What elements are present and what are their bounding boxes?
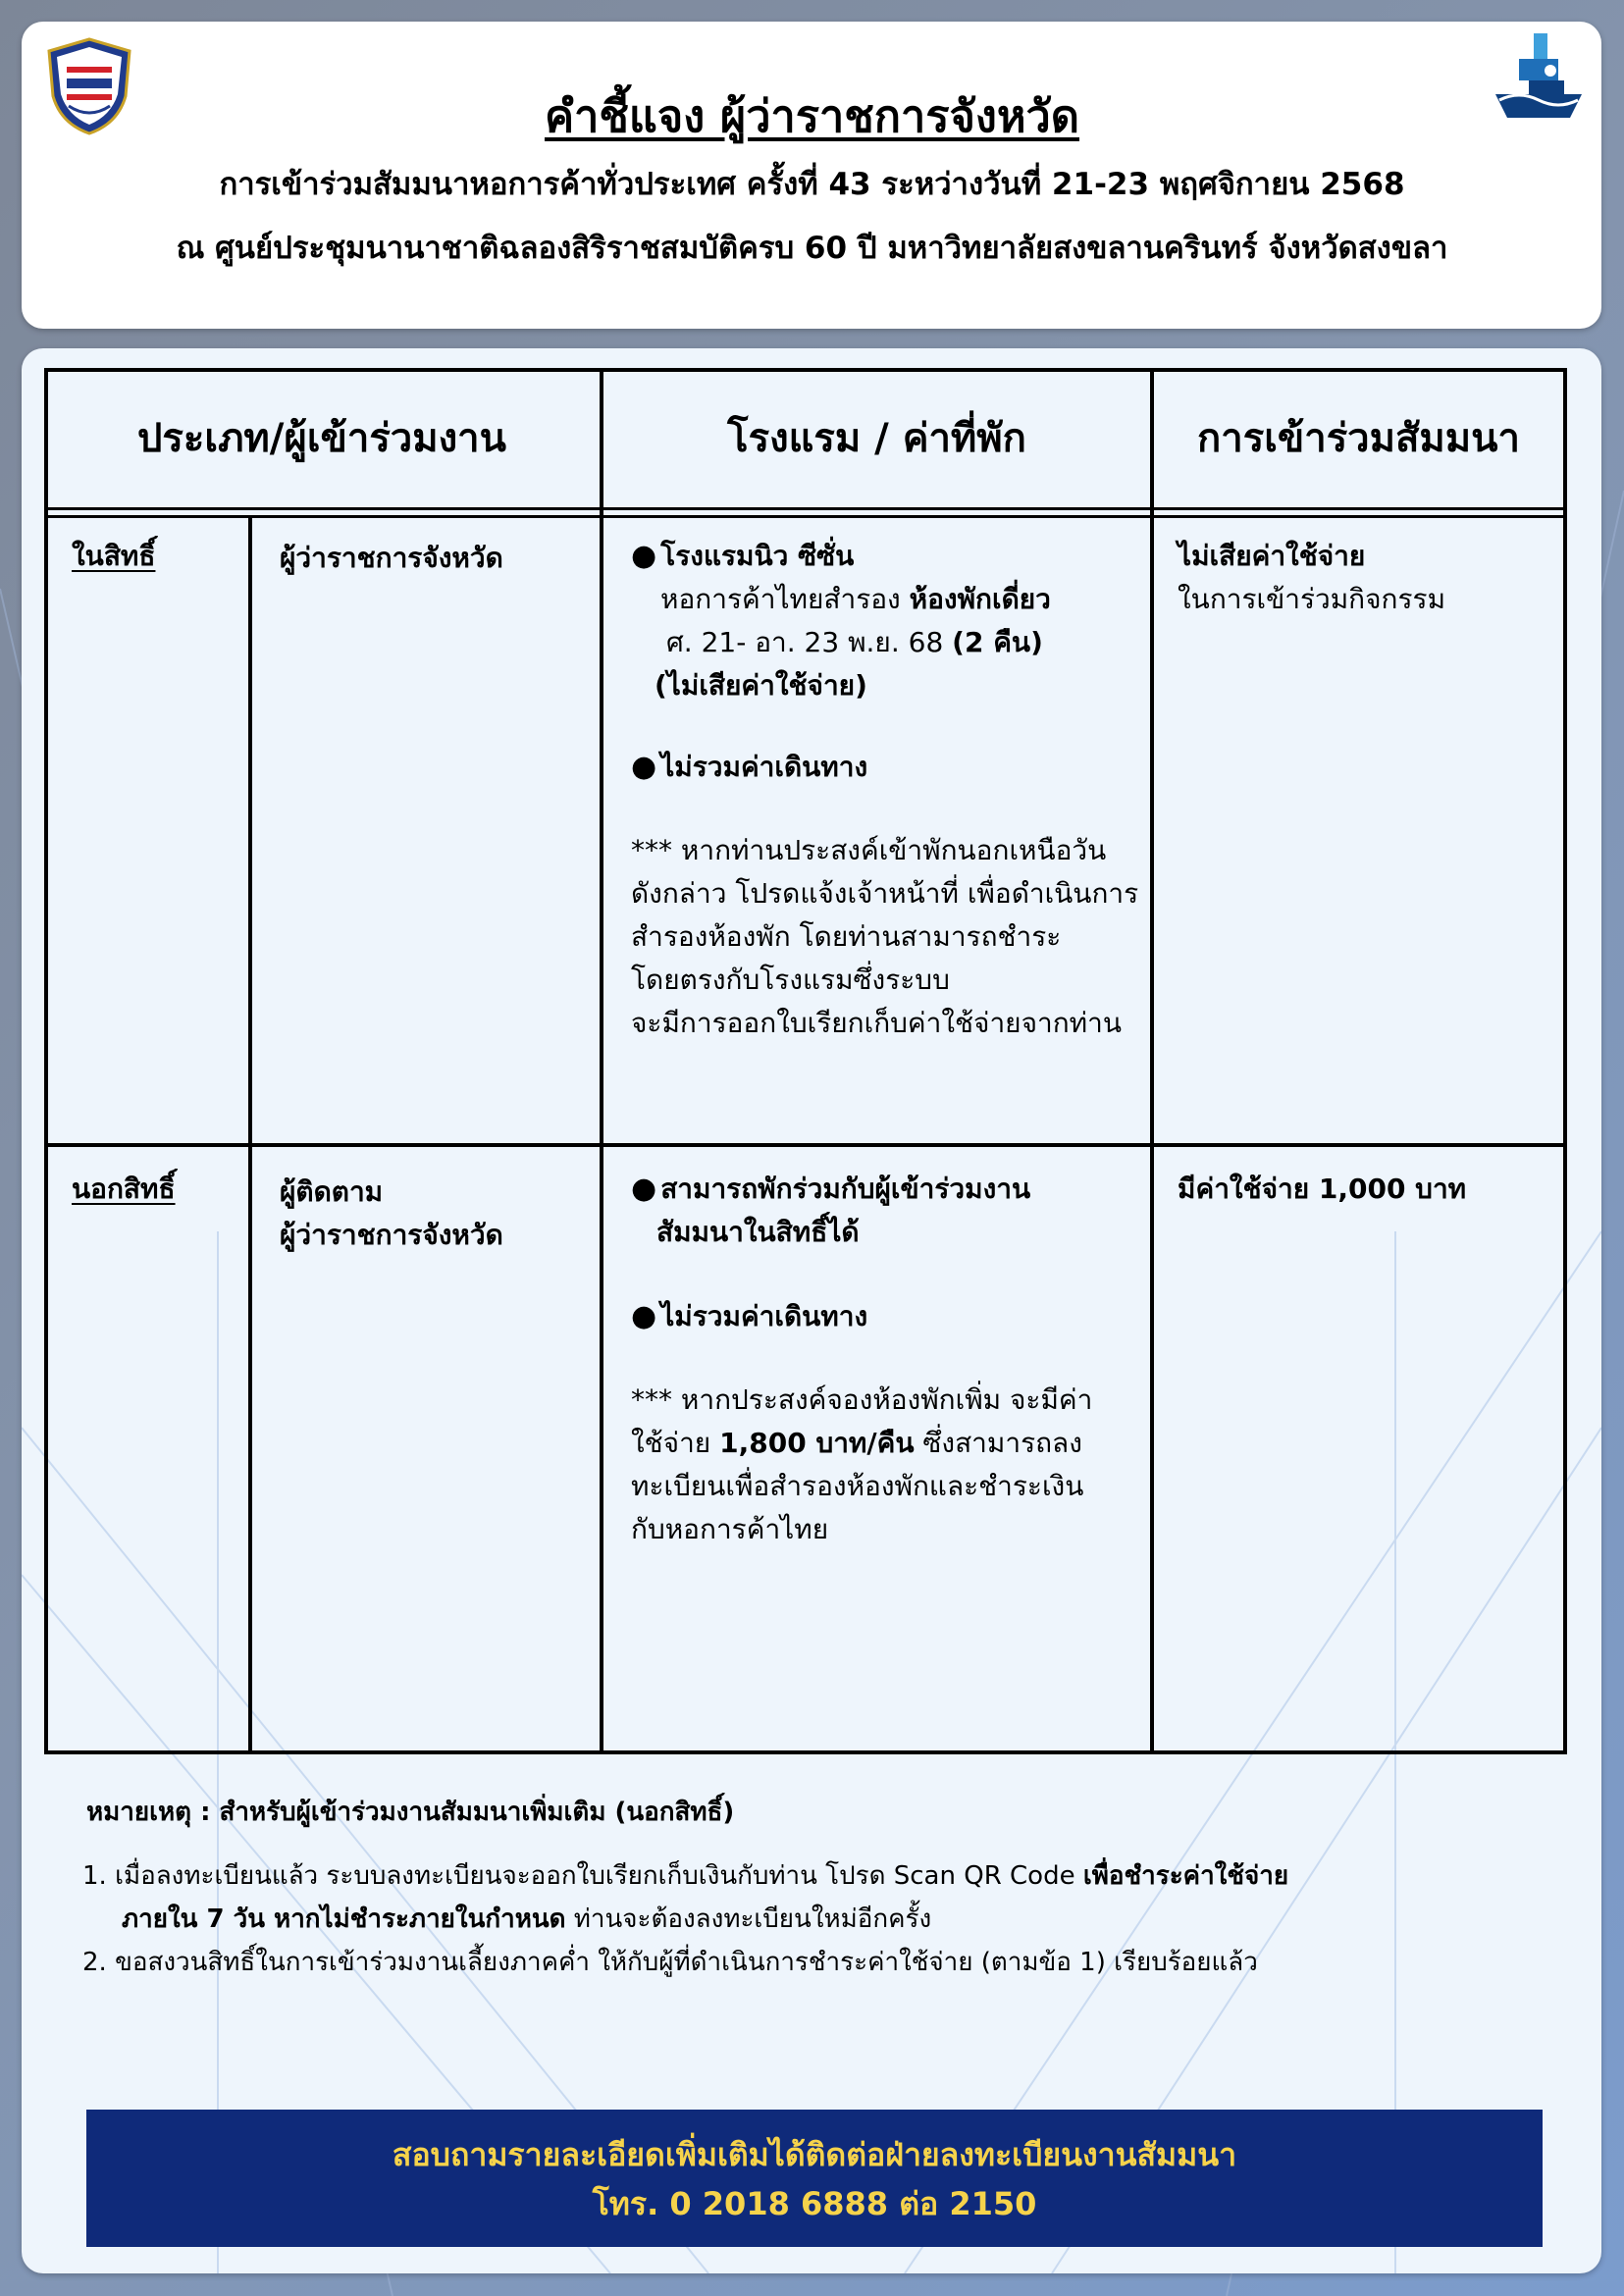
row1-participant: ผู้ว่าราชการจังหวัด xyxy=(280,542,503,574)
row2-hotel-bullet2: ● ไม่รวมค่าเดินทาง xyxy=(631,1299,868,1333)
bullet-icon: ● xyxy=(631,539,657,573)
row2-category: นอกสิทธิ์ xyxy=(72,1173,176,1205)
row2-participant: ผู้ติดตาม ผู้ว่าราชการจังหวัด xyxy=(280,1175,503,1251)
header-hotel: โรงแรม / ค่าที่พัก xyxy=(727,416,1026,461)
bullet-icon: ● xyxy=(631,1299,657,1333)
row2-hotel-note: *** หากประสงค์จองห้องพักเพิ่ม จะมีค่า ใช้จ่าย 1,800 บาท/คืน ซึ่งสามารถลง ทะเบียนเพื่อสำรองห้องพักและชำระเงิน กับหอการค้าไทย xyxy=(631,1383,1093,1545)
row2-hotel-bullet1: ● สามารถพักร่วมกับผู้เข้าร่วมงาน สัมมนาในสิทธิ์ได้ xyxy=(631,1172,1031,1248)
bullet-icon: ● xyxy=(631,1172,657,1206)
row2-seminar: มีค่าใช้จ่าย 1,000 บาท xyxy=(1178,1173,1467,1205)
row1-seminar: ไม่เสียค่าใช้จ่าย ในการเข้าร่วมกิจกรรม xyxy=(1178,540,1446,615)
remarks-item-1: 1. เมื่อลงทะเบียนแล้ว ระบบลงทะเบียนจะออกใบเรียกเก็บเงินกับท่าน โปรด Scan QR Code เพื่อชำระค่าใช้จ่าย ภายใน 7 วัน หากไม่ชำระภายในกำหนด ท่านจะต้องลงทะเบียนใหม่อีกครั้ง xyxy=(82,1861,1289,1934)
row1-hotel-note: *** หากท่านประสงค์เข้าพักนอกเหนือวัน ดังกล่าว โปรดแจ้งเจ้าหน้าที่ เพื่อดำเนินการ สำรองห้องพัก โดยท่านสามารถชำระ โดยตรงกับโรงแรมซึ่งระบบ จะมีการออกใบเรียกเก็บค่าใช้จ่ายจากท่าน xyxy=(631,834,1139,1039)
header-category: ประเภท/ผู้เข้าร่วมงาน xyxy=(137,416,506,461)
contact-phone: โทร. 0 2018 6888 ต่อ 2150 xyxy=(592,2185,1037,2222)
header-seminar: การเข้าร่วมสัมมนา xyxy=(1197,416,1520,461)
row1-hotel-bullet2: ● ไม่รวมค่าเดินทาง xyxy=(631,750,868,784)
bullet-icon: ● xyxy=(631,750,657,784)
row1-hotel-bullet1: ● โรงแรมนิว ซีซั่น หอการค้าไทยสำรอง ห้องพักเดี่ยว ศ. 21- อา. 23 พ.ย. 68 (2 คืน) (ไม่เสียค่าใช้จ่าย) xyxy=(631,539,1051,702)
remarks-item-2: 2. ขอสงวนสิทธิ์ในการเข้าร่วมงานเลี้ยงภาคค่ำ ให้กับผู้ที่ดำเนินการชำระค่าใช้จ่าย (ตามข้อ 1) เรียบร้อยแล้ว xyxy=(82,1948,1258,1977)
contact-banner xyxy=(86,2110,1543,2247)
subtitle-event: การเข้าร่วมสัมมนาหอการค้าทั่วประเทศ ครั้งที่ 43 ระหว่างวันที่ 21-23 พฤศจิกายน 2568 xyxy=(219,167,1405,202)
remarks-title: หมายเหตุ : สำหรับผู้เข้าร่วมงานสัมมนาเพิ่มเติม (นอกสิทธิ์) xyxy=(86,1798,735,1827)
subtitle-venue: ณ ศูนย์ประชุมนานาชาติฉลองสิริราชสมบัติครบ 60 ปี มหาวิทยาลัยสงขลานครินทร์ จังหวัดสงขลา xyxy=(176,231,1448,266)
participant-table xyxy=(44,368,1567,1754)
contact-text: สอบถามรายละเอียดเพิ่มเติมได้ติดต่อฝ่ายลงทะเบียนงานสัมมนา xyxy=(392,2136,1237,2173)
row1-category: ในสิทธิ์ xyxy=(72,540,156,572)
page-title: คำชี้แจง ผู้ว่าราชการจังหวัด xyxy=(545,90,1079,142)
